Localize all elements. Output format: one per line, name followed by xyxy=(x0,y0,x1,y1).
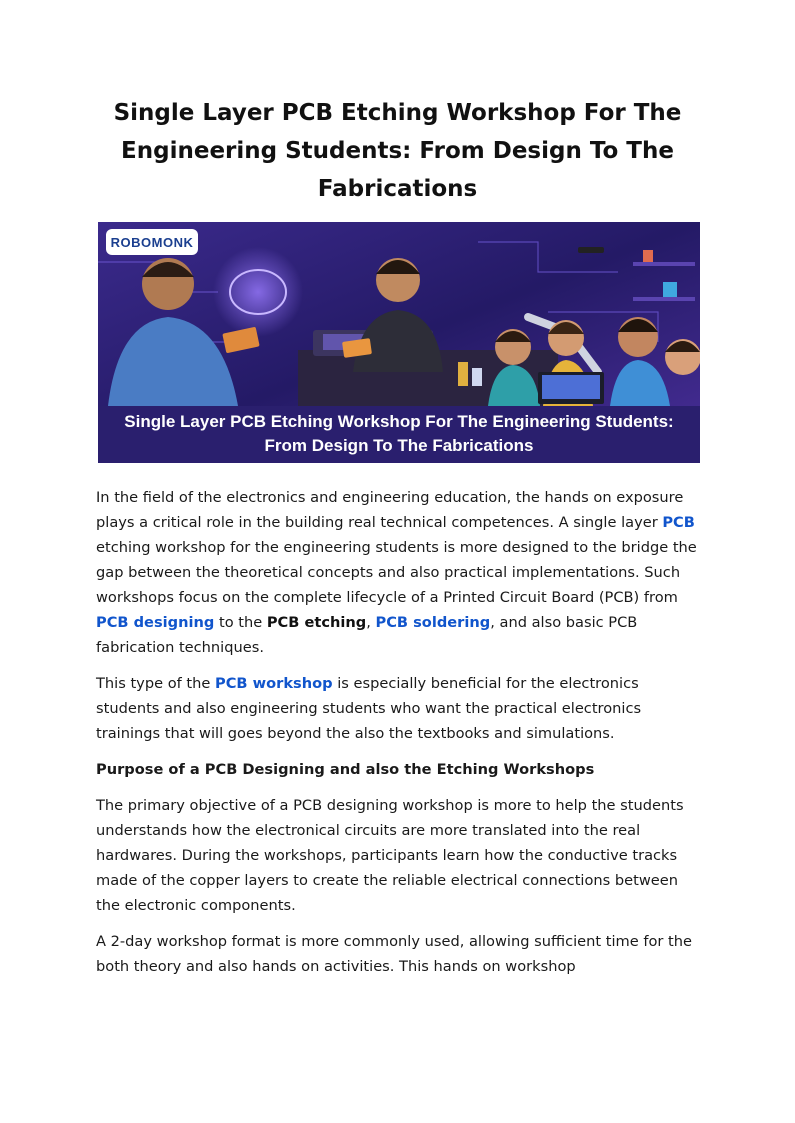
banner-image xyxy=(98,222,700,463)
banner-caption xyxy=(98,406,700,463)
text-run: to the xyxy=(214,614,267,631)
paragraph-intro xyxy=(96,485,699,660)
text-run: , and also basic PCB fabrication techniques. xyxy=(96,614,638,656)
article-body xyxy=(96,485,699,990)
banner-caption-line-2: From Design To The Fabrications xyxy=(264,436,534,455)
banner-caption-line-1: Single Layer PCB Etching Workshop For The Engineering Students: xyxy=(124,412,674,431)
link-pcb-soldering[interactable]: PCB soldering xyxy=(375,614,491,631)
section-heading-purpose: Purpose of a PCB Designing and also the Etching Workshops xyxy=(96,761,595,778)
text-run: , xyxy=(366,614,376,631)
text-run: This type of the xyxy=(96,675,215,692)
link-pcb-designing[interactable]: PCB designing xyxy=(96,614,215,631)
paragraph-format: A 2-day workshop format is more commonly used, allowing sufficient time for the both theory and also hands on activities. This hands on workshop xyxy=(96,933,693,975)
link-pcb[interactable]: PCB xyxy=(662,514,695,531)
bold-pcb-etching: PCB etching xyxy=(266,614,367,631)
text-run: is especially beneficial for the electronics students and also engineering students who want the practical electronics trainings that will goes beyond the also the textbooks and simulations. xyxy=(96,675,642,742)
text-run: etching workshop for the engineering students is more designed to the bridge the gap between the theoretical concepts and also practical implementations. Such workshops focus on the complete lifecycle of a Printed Circuit Board (PCB) from xyxy=(96,539,697,606)
text-run: In the field of the electronics and engineering education, the hands on exposure plays a critical role in the building real technical competences. A single layer xyxy=(96,489,684,531)
robomonk-logo xyxy=(106,229,198,255)
paragraph-objective: The primary objective of a PCB designing workshop is more to help the students understands how the electronical circuits are more translated into the real hardwares. During the workshops, participants learn how the conductive tracks made of the copper layers to create the reliable electrical connections between the electronic components. xyxy=(96,797,684,914)
paragraph-workshop-type xyxy=(96,671,699,746)
link-pcb-workshop[interactable]: PCB workshop xyxy=(215,675,333,692)
logo-text: ROBOMONK xyxy=(110,234,194,250)
page-title: Single Layer PCB Etching Workshop For The Engineering Students: From Design To The Fabrications xyxy=(113,100,682,202)
